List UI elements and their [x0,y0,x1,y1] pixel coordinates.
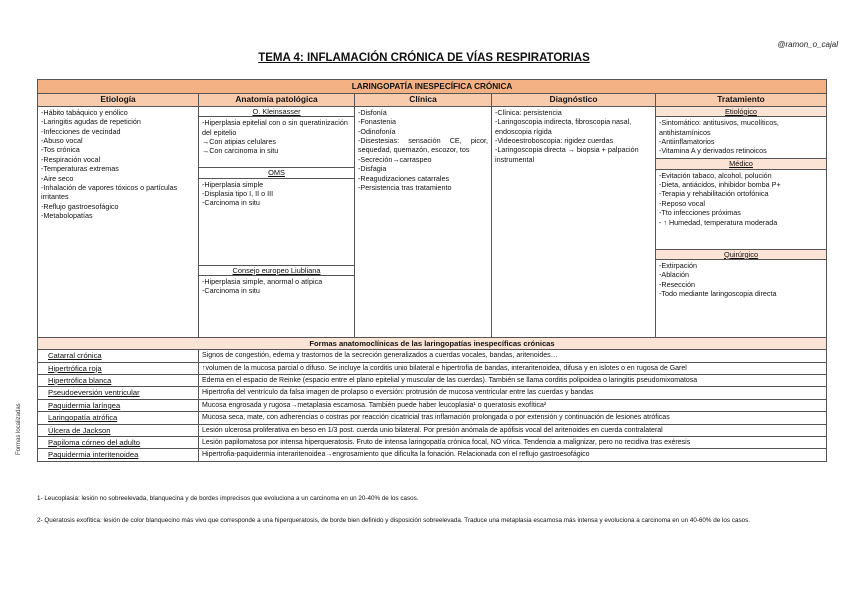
forma-name: Pseudoeversión ventricular [38,387,199,399]
list-item: -Reagudizaciones catarrales [358,173,450,183]
quirurgico-list [656,260,826,301]
forma-desc: Lesión papilomatosa por intensa hiperqueratosis. Fruto de intensa laringopatía crónica focal, NO vírica. Tendencia a malignizar, pero no recidiva tras exéresis [199,437,827,449]
column-header-diagnostico: Diagnóstico [492,94,656,106]
etiologico-list [656,117,826,158]
forma-desc: Lesión ulcerosa proliferativa en beso en 1/3 post. cuerda unio bilateral. Por presión anómala de apófisis vocal del aritenoides en cuerda contralateral [199,424,827,436]
list-item: →Con atipias celulares [202,137,276,147]
list-item: →Con carcinoma in situ [202,146,279,156]
side-label: Formas localizadas [16,403,22,455]
list-item: -Disfonía [358,107,387,117]
forma-desc: Edema en el espacio de Reinke (espacio entre el plano epitelial y muscular de las cuerdas). También se llama corditis polipoidea o laringitis pseudomixomatosa [199,375,827,387]
forma-name: Hipertrófica roja [38,362,199,374]
table-banner: LARINGOPATÍA INESPECÍFICA CRÓNICA [38,80,827,94]
forma-desc: Signos de congestión, edema y trastornos de la secreción generalizados a cuerdas vocales, bandas, aritenoides… [199,350,827,362]
medico-list [656,170,826,249]
forma-desc: ↑volumen de la mucosa parcial o difuso. Se incluye la corditis unio bilateral e hipertrofia de bandas, interaritenoidea, difusa y en islotes o en rugosa de Garel [199,362,827,374]
list-item: -Tos crónica [41,145,80,155]
list-item: -Dieta, antiácidos, inhibidor bomba P+ [659,180,781,190]
list-item: -Fonastenia [358,117,396,127]
list-item: -Hábito tabáquico y enólico [41,107,128,117]
formas-heading: Formas anatomoclínicas de las laringopatías inespecíficas crónicas [38,337,827,349]
list-item: -Odinofonía [358,126,396,136]
author-handle: @ramon_o_cajal [777,40,838,49]
forma-name: Papiloma córneo del adulto [38,437,199,449]
laringopatia-table [37,79,827,462]
oms-list [199,179,354,265]
tratamiento-cell [656,106,827,337]
list-item: -Evitación tabaco, alcohol, polución [659,170,772,180]
etiologia-cell [38,106,199,337]
forma-name: Catarral crónica [38,350,199,362]
quirurgico-heading: Quirúrgico [656,249,826,260]
etiologico-heading: Etiológico [656,107,826,117]
kleinsasser-heading: O. Kleinsasser [199,107,354,117]
footnote-2: 2- Queratosis exofítica: lesión de color blanquecino más vivo que corresponde a una hiperqueratosis, de borde bien definido y disposición sobreelevada. Traduce una metaplasia escamosa más intensa y evoluciona a carcinoma en un 40-60% de los casos. [37,517,751,524]
list-item: -Infecciones de vecindad [41,126,121,136]
list-item: -Sintomático: antitusivos, mucolíticos, antihistamínicos [659,118,779,137]
forma-name: Paquidermia laríngea [38,399,199,411]
forma-desc: Hipertrofia-paquidermia interaritenoidea→engrosamiento que dificulta la fonación. Relacionada con el reflujo gastroesofágico [199,449,827,461]
forma-name: Úlcera de Jackson [38,424,199,436]
forma-name: Laringopatía atrófica [38,412,199,424]
list-item: -Carcinoma in situ [202,198,260,208]
ljubljana-list [199,276,354,298]
list-item: - ↑ Humedad, temperatura moderada [659,217,778,227]
anatomia-cell [199,106,355,337]
list-item: -Laringoscopia directa → biopsia + palpación instrumental [495,145,639,164]
list-item: -Hiperplasia epitelial con o sin queratinización del epitelio [202,118,348,137]
diagnostico-cell [492,106,656,337]
forma-desc: Mucosa engrosada y rugosa→metaplasia escamosa. También puede haber leucoplasia¹ o queratosis exofítica² [199,399,827,411]
forma-name: Hipertrófica blanca [38,375,199,387]
clinica-cell [355,106,492,337]
column-header-clinica: Clínica [355,94,492,106]
list-item: -Carcinoma in situ [202,286,260,296]
forma-desc: Mucosa seca, mate, con adherencias o costras por reacción cicatricial tras inflamación prolongada o por extensión y continuación de lesiones atróficas [199,412,827,424]
ljubljana-heading: Consejo europeo Liubliana [199,265,354,276]
list-item: -Disfagia [358,164,387,174]
list-item: -Laringoscopia indirecta, fibroscopia nasal, endoscopia rígida [495,117,632,136]
list-item: -Reflujo gastroesofágico [41,201,119,211]
list-item: -Terapia y rehabilitación ortofónica [659,189,769,199]
column-header-anatomia: Anatomía patológica [199,94,355,106]
list-item: -Disestesias: sensación CE, picor, sequedad, quemazón, escozor, tos [358,136,488,155]
footnote-1: 1- Leucoplasia: lesión no sobreelevada, blanquecina y de bordes imprecisos que evoluciona a un carcinoma en un 20-40% de los casos. [37,495,419,502]
list-item: -Aire seco [41,173,74,183]
list-item: -Todo mediante laringoscopia directa [659,289,777,299]
forma-name: Paquidermia interitenoidea [38,449,199,461]
list-item: -Ablación [659,270,689,280]
list-item: -Persistencia tras tratamiento [358,183,452,193]
oms-heading: OMS [199,167,354,178]
list-item: -Secreción→carraspeo [358,154,432,164]
forma-desc: Hipertrofia del ventrículo da falsa imagen de prolapso o eversión: protrusión de mucosa ventricular entre las cuerdas y bandas [199,387,827,399]
list-item: -Temperaturas extremas [41,164,119,174]
column-header-etiologia: Etiología [38,94,199,106]
list-item: -Hiperplasia simple [202,179,264,189]
list-item: -Reposo vocal [659,198,705,208]
list-item: -Respiración vocal [41,154,101,164]
page-title: TEMA 4: INFLAMACIÓN CRÓNICA DE VÍAS RESPIRATORIAS [258,52,590,64]
list-item: -Resección [659,279,695,289]
column-header-tratamiento: Tratamiento [656,94,827,106]
list-item: -Antiinflamatorios [659,137,715,147]
list-item: -Inhalación de vapores tóxicos o partículas irritantes [41,183,178,202]
list-item: -Laringitis agudas de repetición [41,117,141,127]
list-item: -Extirpación [659,261,697,271]
list-item: -Videoestroboscopia: rigidez cuerdas [495,136,614,146]
list-item: -Abuso vocal [41,136,83,146]
list-item: -Clínica: persistencia [495,107,562,117]
list-item: -Tto infecciones próximas [659,208,741,218]
medico-heading: Médico [656,158,826,169]
list-item: -Displasia tipo I, II o III [202,189,274,199]
list-item: -Hiperplasia simple, anormal o atípica [202,277,323,287]
list-item: -Vitamina A y derivados retinoicos [659,146,767,156]
kleinsasser-list [199,117,354,167]
list-item: -Metabolopatías [41,211,93,221]
